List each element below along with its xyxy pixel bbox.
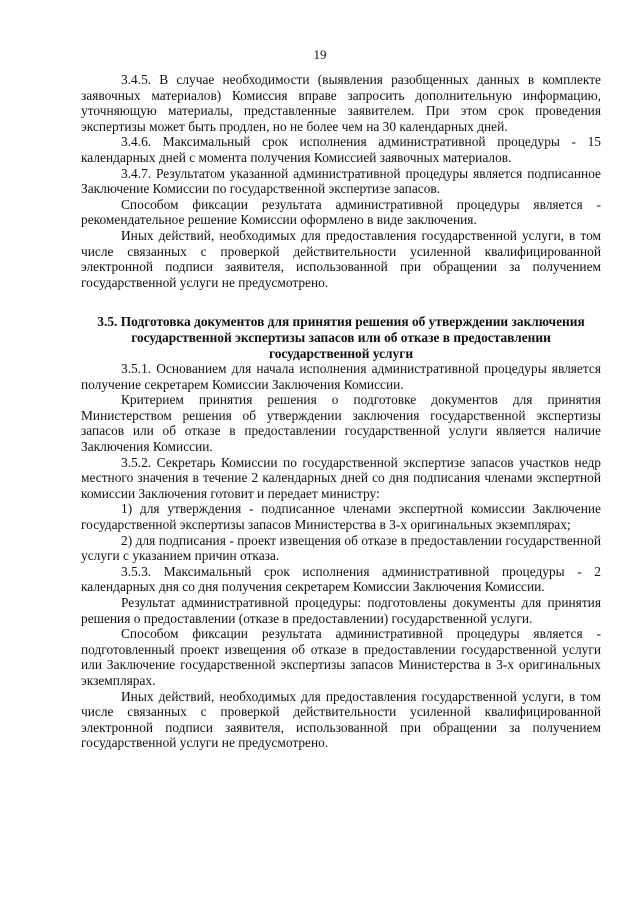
paragraph-procedure-result: Результат административной процедуры: подготовлены документы для принятия решения о предоставлении (отказе в предоставлении) государственной услуги. — [81, 595, 601, 626]
paragraph-other-actions-2: Иных действий, необходимых для предоставления государственной услуги, в том числе связанных с проверкой действительности усиленной квалифицированной электронной подписи заявителя, использованной при обращении за получением государственной услуги не предусмотрено. — [81, 688, 601, 751]
document-body — [81, 72, 601, 751]
section-heading-3-5: 3.5. Подготовка документов для принятия решения об утверждении заключения государственной экспертизы запасов или об отказе в предоставлении государственной услуги — [97, 314, 585, 361]
paragraph-fixation-method: Способом фиксации результата административной процедуры является - рекомендательное решение Комиссии оформлено в виде заключения. — [81, 196, 601, 228]
paragraph-3-4-5: 3.4.5. В случае необходимости (выявления разобщенных данных в комплекте заявочных материалов) Комиссия вправе запросить дополнительную информацию, уточняющую материалы, представленные заявителем. При этом срок проведения экспертизы может быть продлен, но не более чем на 30 календарных дней. — [81, 72, 601, 134]
paragraph-3-4-7: 3.4.7. Результатом указанной административной процедуры является подписанное Заключение Комиссии по государственной экспертизе запасов. — [81, 165, 601, 197]
page-number: 19 — [313, 47, 327, 62]
paragraph-3-5-1: 3.5.1. Основанием для начала исполнения административной процедуры является получение секретарем Комиссии Заключения Комиссии. — [81, 361, 601, 392]
paragraph-3-5-2: 3.5.2. Секретарь Комиссии по государственной экспертизе запасов участков недр местного значения в течение 2 календарных дней со дня подписания членами экспертной комиссии Заключения готовит и передает министру: — [81, 454, 601, 501]
paragraph-3-5-3: 3.5.3. Максимальный срок исполнения административной процедуры - 2 календарных дня со дня получения секретарем Комиссии Заключения Комиссии. — [81, 563, 601, 595]
paragraph-decision-criterion: Критерием принятия решения о подготовке документов для принятия Министерством решения об утверждении заключения государственной экспертизы запасов или об отказе в предоставлении государственной услуги является наличие Заключения Комиссии. — [81, 392, 601, 455]
list-item-for-approval: 1) для утверждения - подписанное членами экспертной комиссии Заключение государственной экспертизы запасов Министерства в 3-х оригинальных экземплярах; — [81, 501, 601, 533]
list-item-for-signing: 2) для подписания - проект извещения об отказе в предоставлении государственной услуги с указанием причин отказа. — [81, 532, 601, 564]
paragraph-fixation-method-2: Способом фиксации результата административной процедуры является - подготовленный проект извещения об отказе в предоставлении государственной услуги или Заключение государственной экспертизы запасов Министерства в 3-х оригинальных экземплярах. — [81, 626, 601, 688]
paragraph-3-4-6: 3.4.6. Максимальный срок исполнения административной процедуры - 15 календарных дней с момента получения Комиссией заявочных материалов. — [81, 134, 601, 165]
paragraph-other-actions: Иных действий, необходимых для предоставления государственной услуги, в том числе связанных с проверкой действительности усиленной квалифицированной электронной подписи заявителя, использованной при обращении за получением государственной услуги не предусмотрено. — [81, 227, 601, 290]
